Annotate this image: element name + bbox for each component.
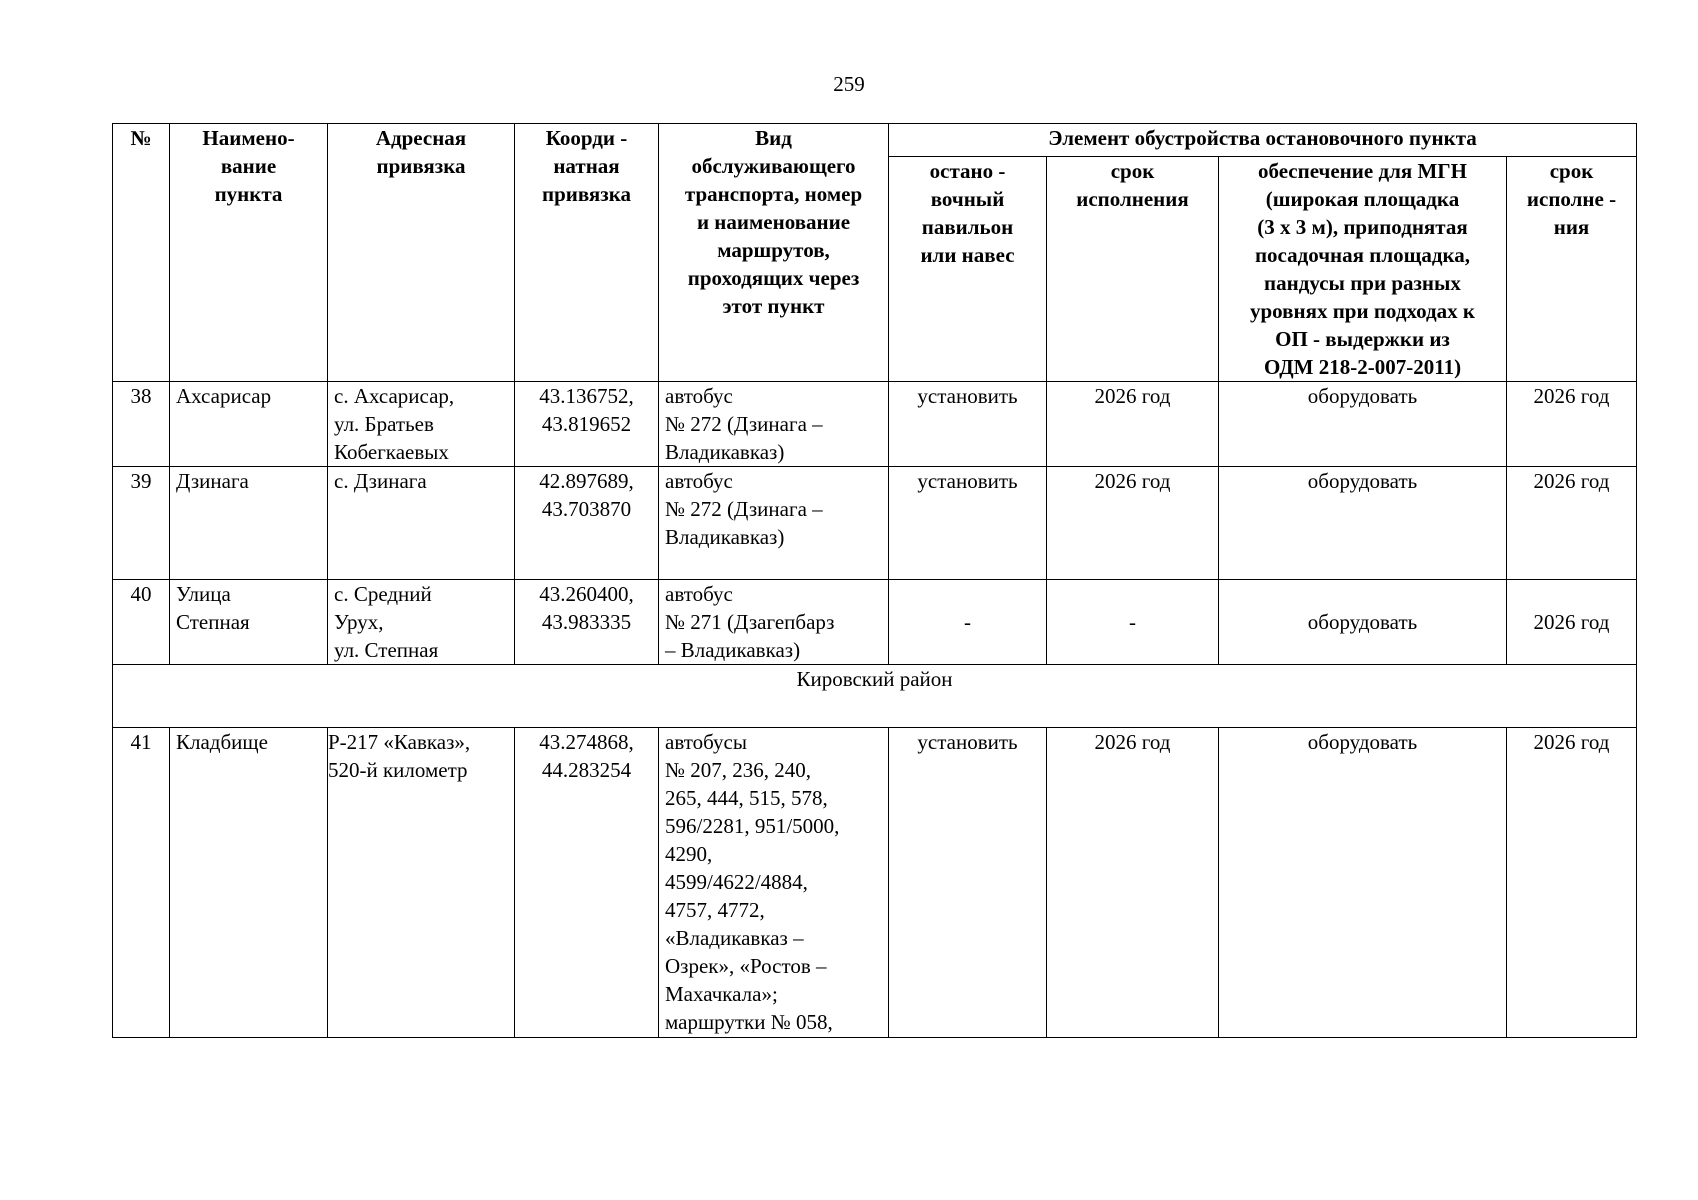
header-pavilion: остано - вочный павильон или навес bbox=[889, 157, 1047, 382]
header-transport: Вид обслуживающего транспорта, номер и наименование маршрутов, проходящих через этот пункт bbox=[659, 124, 889, 382]
term-1: 2026 год bbox=[1047, 467, 1219, 580]
coordinates: 42.897689, 43.703870 bbox=[515, 467, 659, 580]
table-row bbox=[113, 580, 1637, 665]
transport: автобус № 272 (Дзинага – Владикавказ) bbox=[659, 467, 889, 580]
mgn-action: оборудовать bbox=[1219, 728, 1507, 1038]
header-address: Адресная привязка bbox=[328, 124, 515, 382]
stop-name: Кладбище bbox=[170, 728, 328, 1038]
stop-name: Ахсарисар bbox=[170, 382, 328, 467]
bus-stop-table bbox=[112, 123, 1637, 1038]
coordinates: 43.136752, 43.819652 bbox=[515, 382, 659, 467]
section-title: Кировский район bbox=[113, 665, 1637, 728]
term-2: 2026 год bbox=[1507, 467, 1637, 580]
term-2: 2026 год bbox=[1507, 382, 1637, 467]
table-row bbox=[113, 382, 1637, 467]
coordinates: 43.274868, 44.283254 bbox=[515, 728, 659, 1038]
row-number: 39 bbox=[113, 467, 170, 580]
header-term-1: срок исполнения bbox=[1047, 157, 1219, 382]
pavilion-action: установить bbox=[889, 728, 1047, 1038]
pavilion-action: - bbox=[889, 580, 1047, 665]
header-mgn: обеспечение для МГН (широкая площадка (3 х 3 м), приподнятая посадочная площадка, пандусы при разных уровнях при подходах к ОП - выдержки из ОДМ 218-2-007-2011) bbox=[1219, 157, 1507, 382]
transport: автобусы № 207, 236, 240, 265, 444, 515, 578, 596/2281, 951/5000, 4290, 4599/4622/4884, 4757, 4772, «Владикавказ – Озрек», «Ростов – Махачкала»; маршрутки № 058, bbox=[659, 728, 889, 1038]
mgn-action: оборудовать bbox=[1219, 382, 1507, 467]
table-row bbox=[113, 467, 1637, 580]
pavilion-action: установить bbox=[889, 382, 1047, 467]
coordinates: 43.260400, 43.983335 bbox=[515, 580, 659, 665]
header-stop-equipment-group: Элемент обустройства остановочного пункта bbox=[889, 124, 1637, 157]
header-number: № bbox=[113, 124, 170, 382]
term-1: 2026 год bbox=[1047, 382, 1219, 467]
section-row bbox=[113, 665, 1637, 728]
address: с. Дзинага bbox=[328, 467, 515, 580]
header-coordinates: Коорди - натная привязка bbox=[515, 124, 659, 382]
address: с. Ахсарисар, ул. Братьев Кобегкаевых bbox=[328, 382, 515, 467]
transport: автобус № 272 (Дзинага – Владикавказ) bbox=[659, 382, 889, 467]
stop-name: Улица Степная bbox=[170, 580, 328, 665]
transport: автобус № 271 (Дзагепбарз – Владикавказ) bbox=[659, 580, 889, 665]
page-number: 259 bbox=[833, 72, 865, 96]
row-number: 40 bbox=[113, 580, 170, 665]
term-1: - bbox=[1047, 580, 1219, 665]
row-number: 38 bbox=[113, 382, 170, 467]
header-term-2: срок исполне - ния bbox=[1507, 157, 1637, 382]
mgn-action: оборудовать bbox=[1219, 580, 1507, 665]
mgn-action: оборудовать bbox=[1219, 467, 1507, 580]
address: с. Средний Урух, ул. Степная bbox=[328, 580, 515, 665]
header-row-1 bbox=[113, 124, 1637, 157]
term-2: 2026 год bbox=[1507, 580, 1637, 665]
row-number: 41 bbox=[113, 728, 170, 1038]
header-stop-name: Наимено- вание пункта bbox=[170, 124, 328, 382]
term-2: 2026 год bbox=[1507, 728, 1637, 1038]
stop-name: Дзинага bbox=[170, 467, 328, 580]
term-1: 2026 год bbox=[1047, 728, 1219, 1038]
table-row bbox=[113, 728, 1637, 1038]
address: Р-217 «Кавказ», 520-й километр bbox=[328, 728, 515, 1038]
pavilion-action: установить bbox=[889, 467, 1047, 580]
